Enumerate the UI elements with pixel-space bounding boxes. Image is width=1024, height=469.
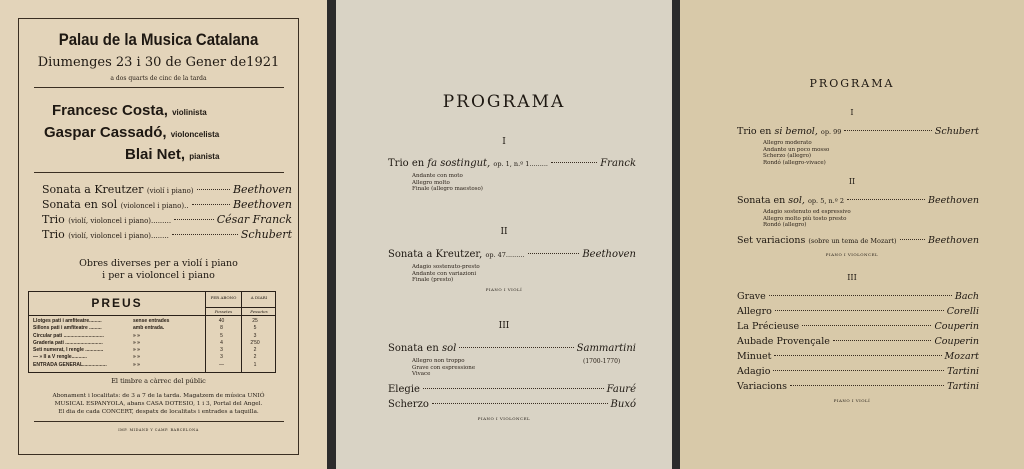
col-sub-unit: Pessetes — [214, 309, 233, 314]
program-heading: PROGRAMA — [809, 77, 895, 90]
performer-cassado — [44, 124, 219, 141]
work-title: Sonata en — [737, 195, 786, 206]
movement: Adagio sostenuto-presto — [412, 264, 480, 270]
work-title: Trio — [42, 213, 65, 226]
program-item — [737, 351, 979, 362]
movement: Allegro moderato — [763, 140, 812, 146]
timbre-note: El timbre a càrrec del públic — [111, 377, 206, 385]
movement: Andante con moto — [412, 173, 463, 179]
work-title: Sonata a Kreutzer, — [388, 249, 483, 260]
work-title: Minuet — [737, 351, 772, 362]
movement: Allegro molto — [412, 179, 450, 186]
composer: Fauré — [606, 384, 636, 395]
composer: Beethoven — [232, 198, 292, 211]
program-item — [737, 126, 979, 137]
table-row: — » II a V rengle........... » » 3 2 — [33, 354, 257, 361]
movement: Rondó (allegro-vivace) — [763, 159, 826, 166]
booking-line: El dia de cada CONCERT, despatx de localitats i entrades a taquilla. — [58, 409, 259, 415]
work-title: Trio — [42, 228, 65, 241]
movements — [412, 173, 483, 193]
program-item — [737, 291, 979, 302]
prices-rows — [33, 318, 273, 369]
work-title: Trio en — [737, 126, 772, 137]
concert-time: a dos quarts de cinc de la tarda — [110, 75, 207, 82]
obres-line-1: Obres diverses per a violí i piano — [79, 258, 238, 269]
movement: Andante un poco mosso — [763, 146, 830, 153]
work-title: Sonata en sol — [42, 198, 118, 211]
col-sub-unit: Pessetes — [250, 309, 268, 314]
divider — [34, 172, 284, 173]
movements — [412, 264, 480, 284]
instrumentation: PIANO I VIOLONCEL — [477, 416, 531, 421]
program-item — [737, 336, 979, 347]
movement: Scherzo (allegro) — [763, 153, 812, 160]
venue-title: Palau de la Musica Catalana — [58, 30, 259, 49]
composer: Schubert — [934, 126, 979, 137]
work-title: La Précieuse — [737, 321, 800, 332]
prices-title: PREUS — [91, 296, 143, 310]
movement: Rondó (allegro) — [763, 222, 807, 229]
composer: Sammartini — [576, 343, 636, 354]
section-numeral: I — [502, 137, 506, 147]
performer-name: Blai Net, — [125, 146, 186, 163]
program-item — [42, 198, 292, 211]
table-row: Circular pati ............................. » » 5 3 — [33, 332, 257, 339]
movement: Andante con variazioni — [412, 270, 477, 277]
work-title: Adagio — [737, 366, 771, 377]
work-title: Set variacions — [737, 235, 806, 246]
composer: Couperin — [934, 321, 979, 332]
program-item — [737, 321, 979, 332]
work-title: Scherzo — [388, 399, 429, 410]
performer-costa — [52, 102, 207, 119]
obres-line-2: i per a violoncel i piano — [102, 270, 215, 281]
work-title: Allegro — [737, 306, 772, 317]
program-item — [737, 381, 979, 392]
work-note: (sobre un tema de Mozart) — [808, 237, 897, 245]
concert-date: Diumenges 23 i 30 de Gener de1921 — [37, 55, 280, 70]
instrumentation: PIANO I VIOLÍ — [485, 287, 523, 292]
col-header-abono: PER ABONO — [210, 295, 237, 300]
section-numeral: II — [500, 227, 508, 237]
program-item — [388, 384, 636, 395]
section-numeral: II — [848, 177, 856, 186]
work-title: Grave — [737, 291, 766, 302]
program-item — [388, 343, 636, 354]
movements — [763, 140, 829, 166]
performer-role: pianista — [189, 152, 220, 161]
table-row: Seti numerat, I rengle ............. » » 3 2 — [33, 347, 257, 354]
movement: Allegro non troppo — [412, 358, 465, 364]
concert-poster-page — [0, 0, 327, 469]
program-item — [388, 399, 636, 410]
col-header-diari: A DIARI — [250, 295, 268, 300]
divider — [34, 421, 284, 422]
program-item — [737, 195, 979, 206]
program-heading: PROGRAMA — [442, 92, 566, 112]
work-title: Trio en — [388, 158, 425, 169]
section-numeral: III — [498, 321, 510, 331]
instrumentation: (violoncel i piano).. — [120, 202, 189, 210]
table-row: Graderia pati ........................... » » 4 2'50 — [33, 339, 260, 346]
performer-name: Francesc Costa, — [52, 102, 168, 119]
performer-role: violoncelista — [170, 130, 220, 139]
movement: Vivace — [412, 371, 431, 378]
table-row: Sillons pati i amfiteatre ......... amb entrada. 8 5 — [33, 325, 257, 332]
movement: Finale (presto) — [412, 277, 454, 284]
movement: Adagio sostenuto ed espressivo — [763, 209, 851, 215]
table-row: ENTRADA GENERAL................. » » — 1 — [33, 361, 257, 368]
section-numeral: I — [850, 108, 854, 117]
work-title: Elegie — [388, 384, 420, 395]
movement: Grave con espressione — [412, 364, 476, 371]
movement: Allegro molto più tosto presto — [763, 215, 847, 222]
booking-info — [22, 392, 295, 416]
opus: op. 99 — [820, 128, 842, 136]
composer: Beethoven — [928, 235, 979, 246]
instrumentation: PIANO I VIOLÍ — [833, 398, 871, 403]
program-item — [737, 235, 979, 246]
prices-table — [28, 291, 276, 373]
printer-credit: IMP. MIDAND Y CAMP. BARCELONA — [118, 428, 199, 432]
instrumentation: PIANO I VIOLONCEL — [825, 252, 879, 257]
performer-role: violinista — [172, 108, 207, 117]
instrumentation: (violí i piano) — [146, 187, 194, 195]
program-item — [388, 158, 636, 169]
composer: Franck — [600, 158, 636, 169]
program-item — [737, 366, 979, 377]
composer: Mozart — [944, 351, 979, 362]
opus: op. 1, n.º 1......... — [493, 160, 549, 168]
work-title: Variacions — [737, 381, 787, 392]
instrumentation: (violí, violoncel i piano)........ — [68, 232, 169, 240]
program-page-1 — [336, 0, 672, 469]
work-title: Sonata en — [388, 343, 439, 354]
table-row: Llotges pati i amfiteatre......... sense entrades 40 25 — [33, 318, 258, 324]
opus: op. 5, n.º 2 — [807, 197, 844, 205]
composer: Beethoven — [928, 195, 979, 206]
divider — [34, 87, 284, 88]
booking-line: MUSICAL ESPANYOLA, abans CASA DOTESIO, 1 i 3, Portal del Angel. — [54, 401, 263, 407]
composer: Corelli — [946, 306, 979, 317]
composer: Bach — [954, 291, 979, 302]
section-numeral: III — [847, 273, 857, 282]
composer: Tartini — [947, 381, 979, 392]
work-key: sol — [441, 343, 457, 354]
program-item — [42, 213, 292, 226]
composer-dates: (1700-1770) — [583, 358, 621, 365]
composer: Beethoven — [232, 183, 292, 196]
program-item — [737, 306, 979, 317]
performer-net — [125, 146, 219, 163]
program-item — [388, 249, 636, 260]
composer: Schubert — [240, 228, 292, 241]
work-key: sol, — [788, 195, 805, 206]
movements — [412, 358, 475, 378]
program-item — [42, 228, 292, 241]
booking-line: Abonament i localitats: de 3 a 7 de la tarda. Magatzem de música UNIÓ — [52, 393, 265, 399]
composer: César Franck — [216, 213, 292, 226]
performer-name: Gaspar Cassadó, — [44, 124, 167, 141]
movement: Finale (allegro maestoso) — [412, 186, 483, 193]
work-key: si bemol, — [774, 126, 818, 137]
instrumentation: (violí, violoncel i piano)......... — [68, 217, 172, 225]
work-title: Aubade Provençale — [737, 336, 830, 347]
composer: Tartini — [947, 366, 979, 377]
composer: Beethoven — [582, 249, 636, 260]
composer: Couperin — [934, 336, 979, 347]
work-title: Sonata a Kreutzer — [42, 183, 144, 196]
work-key: fa sostingut, — [427, 158, 491, 169]
program-page-2 — [680, 0, 1024, 469]
program-item — [42, 183, 292, 196]
movements — [763, 209, 851, 229]
opus: op. 47......... — [485, 251, 525, 259]
composer: Buxó — [610, 399, 636, 410]
